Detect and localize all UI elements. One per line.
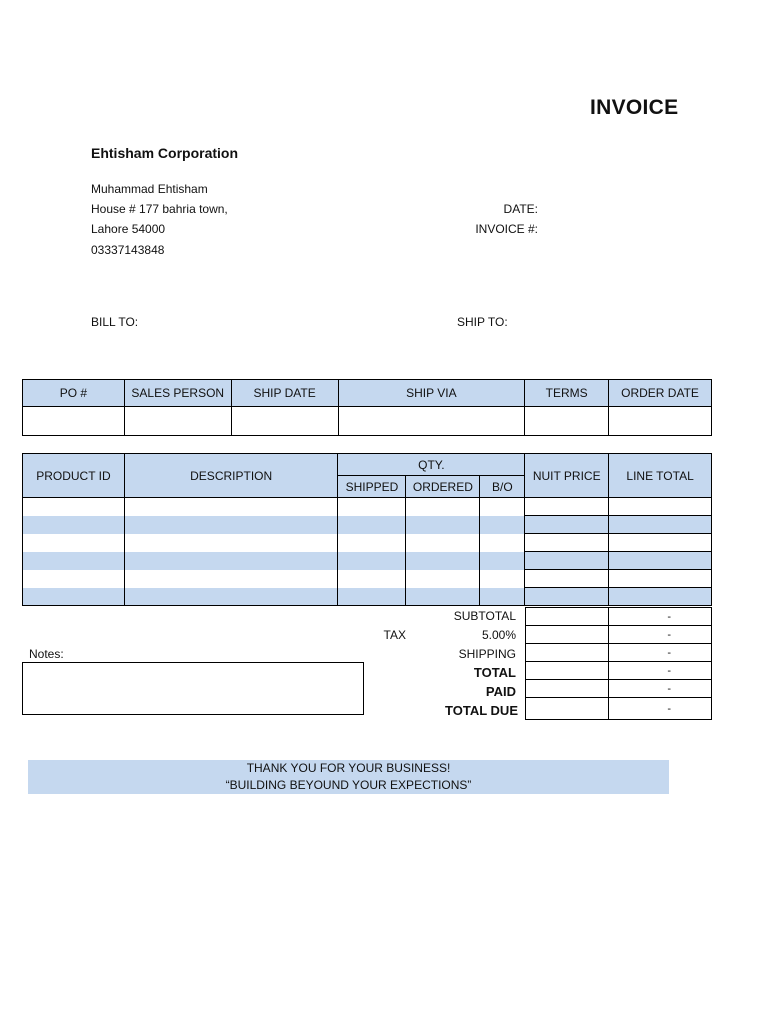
line-total-cell[interactable] (609, 498, 712, 516)
tax-blank-cell (526, 626, 609, 644)
order-date-header: ORDER DATE (609, 380, 712, 407)
total-label: TOTAL (473, 665, 516, 680)
table-row (23, 516, 712, 534)
ordered-cell[interactable] (406, 534, 480, 552)
table-row (23, 498, 712, 516)
ordered-cell[interactable] (406, 516, 480, 534)
address-line-city: Lahore 54000 (91, 222, 166, 236)
po-number-header: PO # (23, 380, 125, 407)
unit-price-cell[interactable] (525, 552, 609, 570)
shipping-label: SHIPPING (458, 647, 516, 661)
table-row (23, 552, 712, 570)
shipped-cell[interactable] (338, 570, 406, 588)
total-row (526, 662, 712, 680)
subtotal-value: - (609, 608, 712, 626)
ship-date-header: SHIP DATE (231, 380, 338, 407)
table-row (23, 534, 712, 552)
description-cell[interactable] (124, 516, 338, 534)
description-cell[interactable] (124, 534, 338, 552)
backorder-cell[interactable] (480, 552, 525, 570)
sales-person-cell[interactable] (124, 407, 231, 436)
qty-header: QTY. (338, 454, 525, 476)
product-id-cell[interactable] (23, 588, 125, 606)
backorder-cell[interactable] (480, 534, 525, 552)
notes-box[interactable] (22, 662, 364, 715)
description-header: DESCRIPTION (124, 454, 338, 498)
description-cell[interactable] (124, 498, 338, 516)
table-row (23, 570, 712, 588)
table-row (23, 588, 712, 606)
terms-header: TERMS (525, 380, 609, 407)
totals-table (525, 607, 712, 720)
sales-person-header: SALES PERSON (124, 380, 231, 407)
invoice-title: INVOICE (590, 96, 679, 119)
paid-value[interactable]: - (609, 680, 712, 698)
product-id-cell[interactable] (23, 534, 125, 552)
po-number-cell[interactable] (23, 407, 125, 436)
ship-via-header: SHIP VIA (338, 380, 525, 407)
total-due-label: TOTAL DUE (445, 703, 518, 718)
unit-price-cell[interactable] (525, 570, 609, 588)
company-name: Ehtisham Corporation (91, 145, 239, 161)
line-total-cell[interactable] (609, 570, 712, 588)
ship-to-label: SHIP TO: (457, 315, 508, 329)
product-id-cell[interactable] (23, 498, 125, 516)
shipped-cell[interactable] (338, 516, 406, 534)
paid-blank-cell (526, 680, 609, 698)
description-cell[interactable] (124, 552, 338, 570)
backorder-cell[interactable] (480, 516, 525, 534)
line-items-table (22, 453, 712, 606)
ordered-cell[interactable] (406, 552, 480, 570)
shipped-cell[interactable] (338, 534, 406, 552)
unit-price-cell[interactable] (525, 498, 609, 516)
line-total-cell[interactable] (609, 516, 712, 534)
unit-price-cell[interactable] (525, 534, 609, 552)
product-id-cell[interactable] (23, 570, 125, 588)
line-total-cell[interactable] (609, 552, 712, 570)
address-line-phone: 03337143848 (91, 243, 165, 257)
tax-row (526, 626, 712, 644)
backorder-cell[interactable] (480, 498, 525, 516)
ship-date-cell[interactable] (231, 407, 338, 436)
ordered-cell[interactable] (406, 570, 480, 588)
shipping-row (526, 644, 712, 662)
tax-rate: 5.00% (481, 628, 516, 642)
order-date-cell[interactable] (609, 407, 712, 436)
total-value: - (609, 662, 712, 680)
backorder-cell[interactable] (480, 588, 525, 606)
invoice-number-label: INVOICE #: (475, 222, 538, 236)
unit-price-cell[interactable] (525, 588, 609, 606)
subtotal-label: SUBTOTAL (453, 609, 516, 623)
total-blank-cell (526, 662, 609, 680)
shipping-blank-cell (526, 644, 609, 662)
terms-cell[interactable] (525, 407, 609, 436)
ordered-cell[interactable] (406, 498, 480, 516)
ordered-header: ORDERED (406, 476, 480, 498)
date-label: DATE: (503, 202, 538, 216)
order-info-table (22, 379, 712, 436)
address-line-street: House # 177 bahria town, (91, 202, 228, 216)
total-due-row (526, 698, 712, 720)
product-id-header: PRODUCT ID (23, 454, 125, 498)
subtotal-blank-cell (526, 608, 609, 626)
total-due-blank-cell (526, 698, 609, 720)
line-total-header: LINE TOTAL (609, 454, 712, 498)
line-total-cell[interactable] (609, 534, 712, 552)
description-cell[interactable] (124, 570, 338, 588)
shipped-header: SHIPPED (338, 476, 406, 498)
unit-price-header: NUIT PRICE (525, 454, 609, 498)
notes-label: Notes: (29, 647, 64, 661)
shipped-cell[interactable] (338, 552, 406, 570)
footer-banner (28, 760, 669, 794)
subtotal-row (526, 608, 712, 626)
thank-you-text: THANK YOU FOR YOUR BUSINESS! (246, 761, 451, 775)
backorder-cell[interactable] (480, 570, 525, 588)
tax-label: TAX (383, 628, 406, 642)
paid-label: PAID (485, 684, 516, 699)
shipped-cell[interactable] (338, 498, 406, 516)
bill-to-label: BILL TO: (91, 315, 139, 329)
shipped-cell[interactable] (338, 588, 406, 606)
unit-price-cell[interactable] (525, 516, 609, 534)
ship-via-cell[interactable] (338, 407, 525, 436)
slogan-text: “BUILDING BEYOUND YOUR EXPECTIONS” (225, 778, 472, 792)
product-id-cell[interactable] (23, 516, 125, 534)
paid-row (526, 680, 712, 698)
backorder-header: B/O (480, 476, 525, 498)
product-id-cell[interactable] (23, 552, 125, 570)
description-cell[interactable] (124, 588, 338, 606)
address-line-name: Muhammad Ehtisham (91, 182, 208, 196)
line-total-cell[interactable] (609, 588, 712, 606)
total-due-value: - (609, 698, 712, 720)
ordered-cell[interactable] (406, 588, 480, 606)
tax-value: - (609, 626, 712, 644)
shipping-value[interactable]: - (609, 644, 712, 662)
